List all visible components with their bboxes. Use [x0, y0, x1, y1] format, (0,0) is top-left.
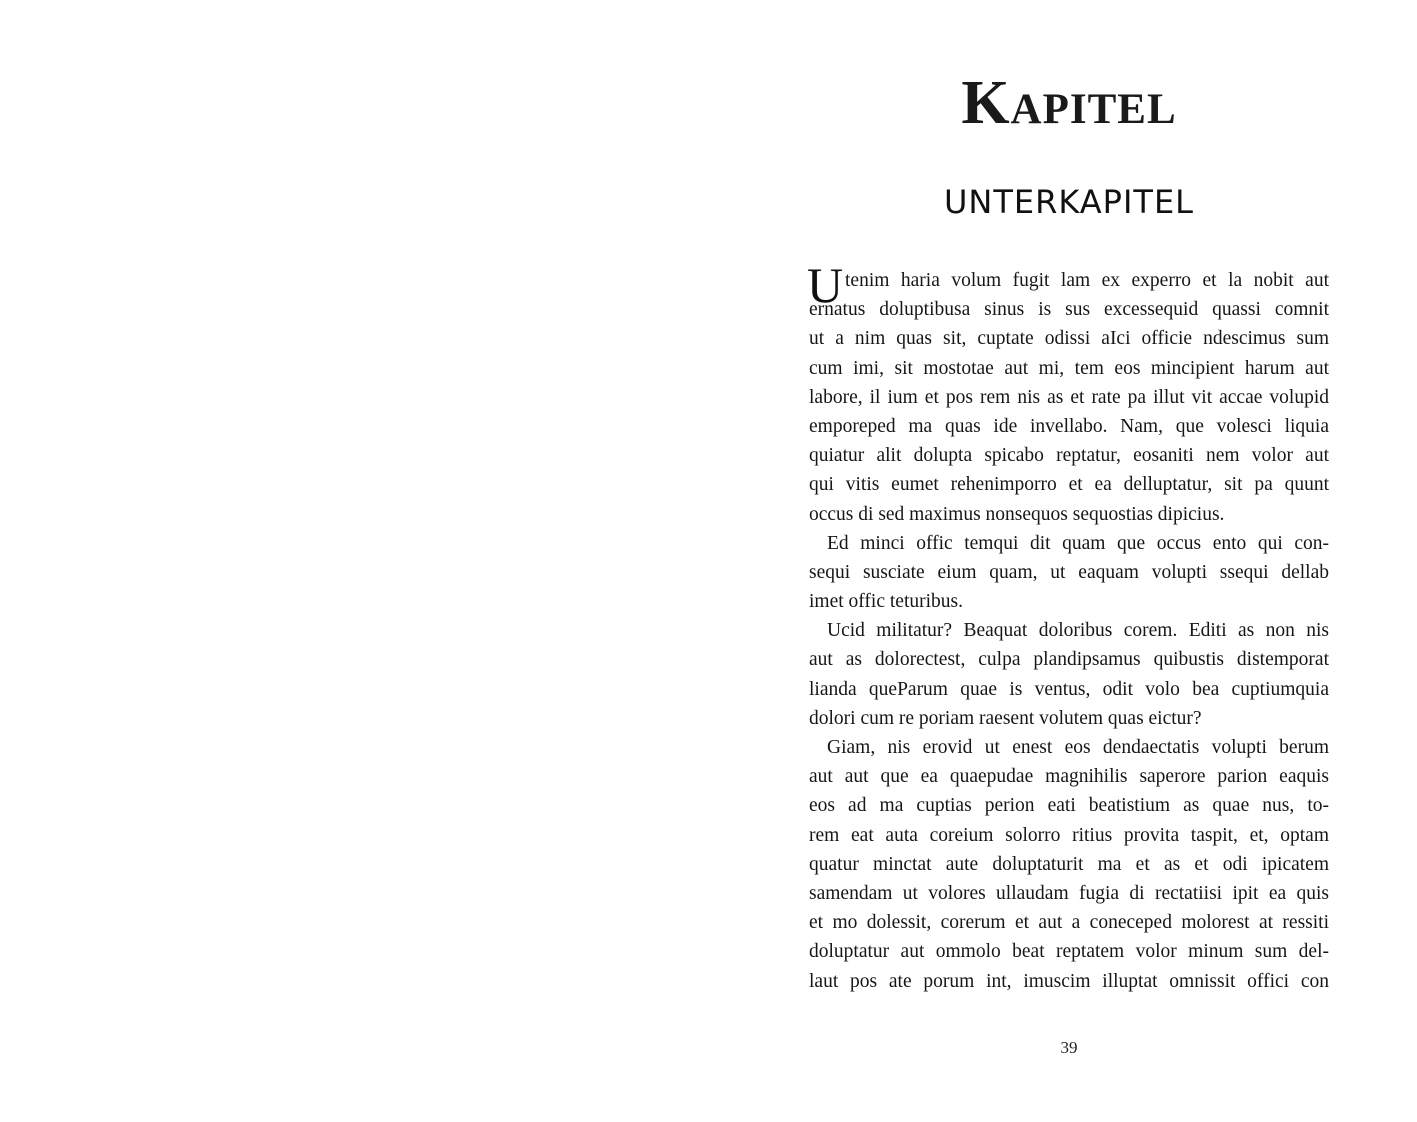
body-text — [807, 257, 1329, 996]
text-line: Ed minci offic temqui dit quam que occus ento qui con- — [827, 532, 1329, 554]
text-line: aut as dolorectest, culpa plandipsamus quibustis distemporat — [809, 649, 1329, 671]
text-line: sequi susciate eium quam, ut eaquam volupti ssequi dellab — [809, 561, 1329, 583]
text-line: ernatus doluptibusa sinus is sus excessequid quassi comnit — [809, 299, 1329, 321]
text-line: dolori cum re poriam raesent volutem quas eictur? — [809, 707, 1202, 729]
text-line: eos ad ma cuptias perion eati beatistium as quae nus, to- — [809, 795, 1329, 817]
text-line: doluptatur aut ommolo beat reptatem volor minum sum del- — [809, 941, 1329, 963]
subchapter-title: UNTERKAPITEL — [944, 183, 1194, 221]
text-line: tenim haria volum fugit lam ex experro et la nobit aut — [845, 270, 1329, 291]
text-line: qui vitis eumet rehenimporro et ea delluptatur, sit pa quunt — [809, 474, 1329, 496]
text-line: rem eat auta coreium solorro ritius provita taspit, et, optam — [809, 824, 1329, 846]
left-page-blank — [0, 0, 708, 1122]
text-line: occus di sed maximus nonsequos sequostias dipicius. — [809, 503, 1225, 525]
text-line: ut a nim quas sit, cuptate odissi aIci officie ndescimus sum — [809, 328, 1329, 350]
text-line: aut aut que ea quaepudae magnihilis saperore parion eaquis — [809, 766, 1329, 788]
text-line: Giam, nis erovid ut enest eos dendaectatis volupti berum — [827, 737, 1329, 758]
right-page — [709, 0, 1417, 1122]
text-line: imet offic teturibus. — [809, 591, 963, 613]
text-line: labore, il ium et pos rem nis as et rate pa illut vit accae volupid — [809, 386, 1329, 408]
text-line: Ucid militatur? Beaquat doloribus corem. Editi as non nis — [827, 620, 1329, 642]
text-line: samendam ut volores ullaudam fugia di rectatiisi ipit ea quis — [809, 882, 1329, 904]
text-line: quiatur alit dolupta spicabo reptatur, eosaniti nem volor aut — [809, 445, 1329, 467]
text-line: emporeped ma quas ide invellabo. Nam, que volesci liquia — [809, 415, 1329, 437]
text-line: cum imi, sit mostotae aut mi, tem eos mincipient harum aut — [809, 357, 1329, 379]
text-line: lianda queParum quae is ventus, odit volo bea cuptiumquia — [809, 678, 1329, 700]
chapter-title: Kapitel — [961, 69, 1177, 137]
text-line: et mo dolessit, corerum et aut a coneceped molorest at ressiti — [809, 912, 1329, 934]
text-line: quatur minctat aute doluptaturit ma et as et odi ipicatem — [809, 853, 1329, 875]
drop-cap: U — [807, 257, 844, 313]
page-number: 39 — [1060, 1038, 1078, 1057]
text-line: laut pos ate porum int, imuscim illuptat omnissit offici con — [809, 970, 1329, 992]
